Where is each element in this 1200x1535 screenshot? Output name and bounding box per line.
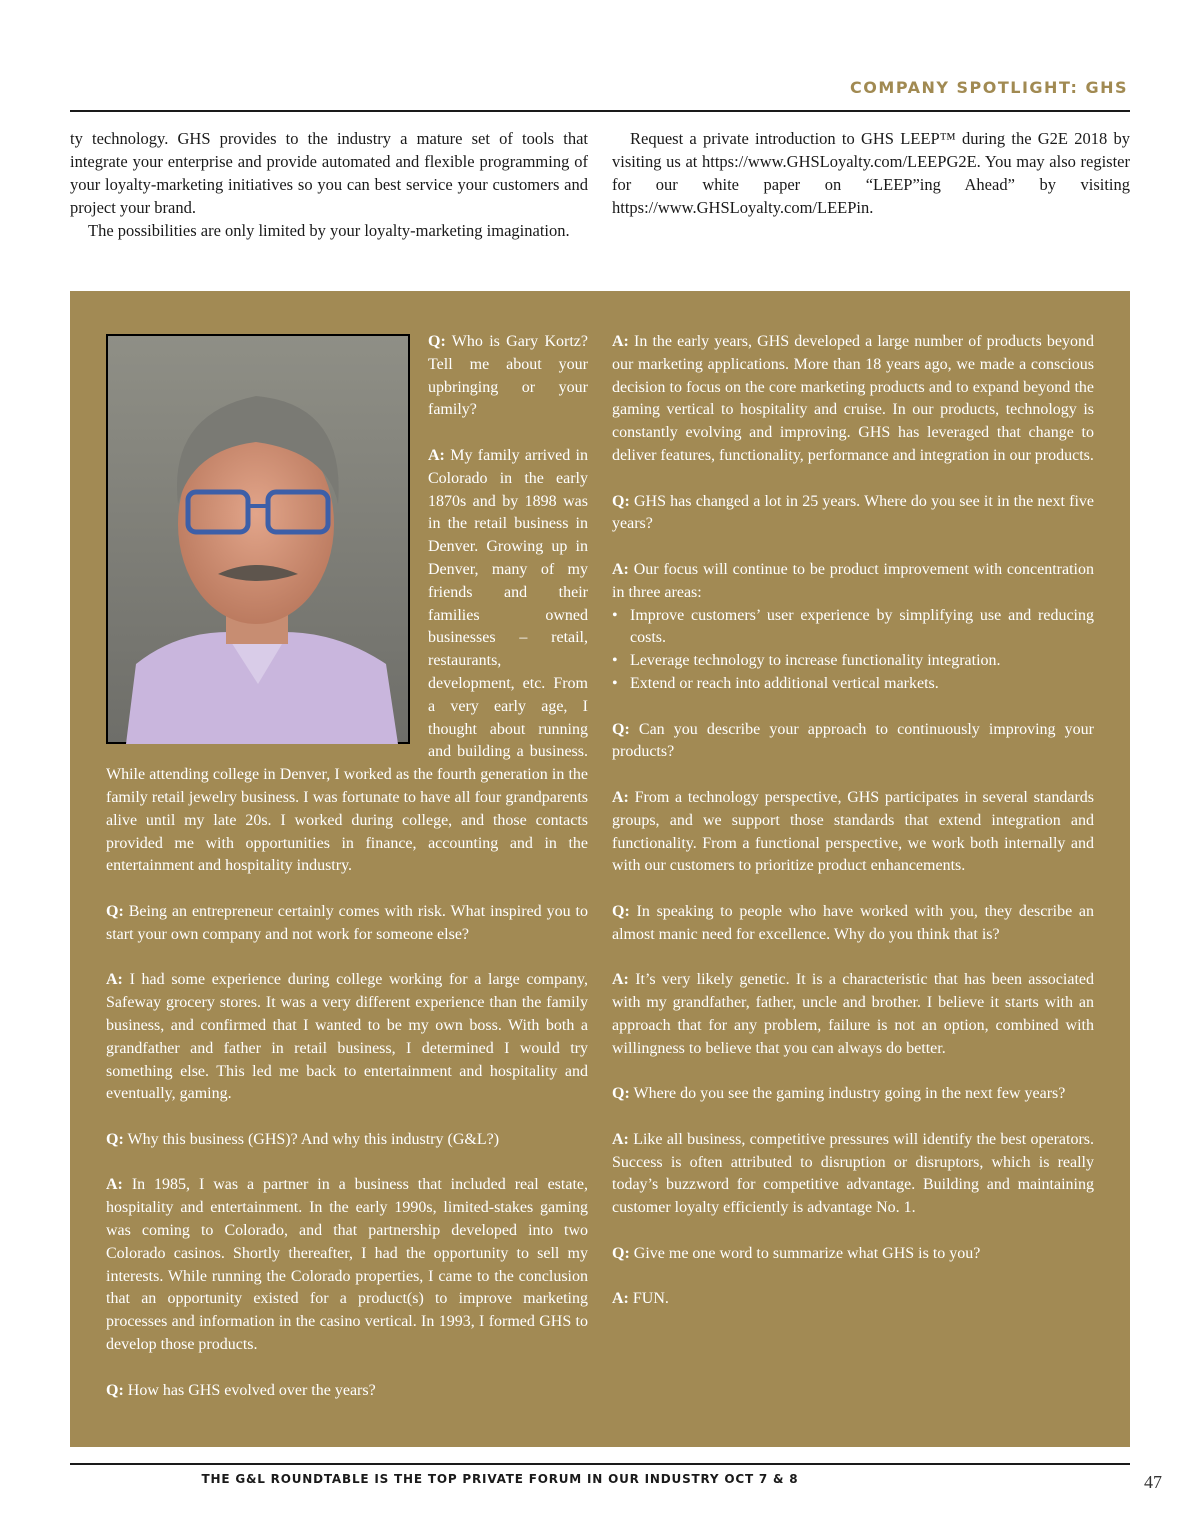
intro-paragraph: ty technology. GHS provides to the industry a mature set of tools that integrate your enterprise and provide automated and flexible programming of your loyalty-marketing initiatives so you can best service your customers and project your brand.: [70, 129, 588, 217]
qa-label: Q:: [612, 492, 630, 510]
qa-text: From a technology perspective, GHS participates in several standards groups, and we support those standards that extend integration and functionality. From a functional perspective, we work both internally and with our customers to prioritize product enhancements.: [612, 788, 1094, 875]
qa-text: I had some experience during college working for a large company, Safeway grocery stores. It was a very different experience than the family business, and confirmed that I wanted to be my own boss. With both a grandfather and father in retail business, I determined I would try something else. This led me back to entertainment and hospitality and eventually, gaming.: [106, 971, 589, 1103]
qa-label: Q:: [428, 333, 446, 350]
qa-label: A:: [612, 560, 629, 578]
qa-text: Why this business (GHS)? And why this industry (G&L?): [127, 1130, 500, 1148]
qa-item: [106, 969, 588, 1106]
qa-text: GHS has changed a lot in 25 years. Where do you see it in the next five years?: [612, 492, 1095, 533]
focus-area-item: • Leverage technology to increase functionality integration.: [612, 650, 1094, 673]
qa-text: Give me one word to summarize what GHS is to you?: [633, 1244, 981, 1262]
qa-label: A:: [612, 1130, 629, 1148]
qa-label: A:: [612, 971, 629, 989]
qa-item: [612, 1129, 1094, 1220]
qa-item: [612, 559, 1094, 605]
qa-text: Who is Gary Kortz? Tell me about your upbringing or your family?: [428, 333, 588, 419]
focus-areas-list: [612, 605, 1094, 696]
qa-item: [612, 331, 1094, 468]
qa-text: In the early years, GHS developed a large number of products beyond our marketing applications. More than 18 years ago, we made a conscious decision to focus on the core marketing products and to expand beyond the gaming vertical to hospitality and cruise. In our products, technology is constantly evolving and improving. GHS has leveraged that change to deliver features, functionality, performance and integration in our products.: [612, 333, 1095, 464]
qa-item: [612, 1083, 1094, 1106]
qa-label: A:: [612, 1290, 629, 1308]
qa-text: How has GHS evolved over the years?: [127, 1381, 376, 1399]
qa-text: Being an entrepreneur certainly comes with risk. What inspired you to start your own company and not work for someone else?: [106, 902, 589, 943]
qa-label: Q:: [106, 1381, 124, 1399]
intro-paragraph: The possibilities are only limited by your loyalty-marketing imagination.: [88, 221, 570, 240]
interview-column-right: [612, 331, 1094, 1334]
qa-item: [106, 1380, 588, 1403]
footer-tagline: THE G&L ROUNDTABLE IS THE TOP PRIVATE FORUM IN OUR INDUSTRY OCT 7 & 8: [201, 1472, 799, 1486]
qa-label: A:: [428, 446, 445, 464]
intro-column-left: [70, 127, 588, 242]
qa-item: [612, 787, 1094, 878]
qa-text: It’s very likely genetic. It is a characteristic that has been associated with my grandfather, father, uncle and brother. I believe it starts with an approach that for any problem, failure is not an option, combined with willingness to believe that you can always do better.: [612, 971, 1094, 1057]
intro-paragraph: Request a private introduction to GHS LEEP™ during the G2E 2018 by visiting us at https://www.GHSLoyalty.com/LEEPG2E. You may also register for our white paper on “LEEP”ing Ahead” by visiting https://www.GHSLoyalty.com/LEEPin.: [612, 129, 1130, 217]
qa-text: Our focus will continue to be product improvement with concentration in three areas:: [612, 560, 1095, 601]
qa-text: In 1985, I was a partner in a business that included real estate, hospitality and entertainment. In the early 1990s, limited-stakes gaming was coming to Colorado, and that partnership developed into two Colorado casinos. Shortly thereafter, I had the opportunity to sell my interests. While running the Colorado properties, I came to the conclusion that an opportunity existed for a product(s) to improve marketing processes and information in the casino vertical. In 1993, I formed GHS to develop those products.: [106, 1176, 589, 1354]
qa-text: In speaking to people who have worked with you, they describe an almost manic need for excellence. Why do you think that is?: [612, 902, 1095, 943]
qa-label: A:: [106, 1176, 123, 1194]
qa-item: [106, 1129, 588, 1152]
header-rule: [70, 110, 1130, 112]
qa-item: [612, 1288, 1094, 1311]
qa-item: [612, 719, 1094, 765]
section-label: COMPANY SPOTLIGHT: GHS: [850, 78, 1128, 97]
qa-item: [612, 491, 1094, 537]
qa-label: Q:: [106, 1130, 124, 1148]
qa-label: Q:: [612, 1085, 630, 1103]
qa-text: FUN.: [632, 1290, 669, 1308]
qa-text: My family arrived in Colorado in the early 1870s and by 1898 was in the retail business in Denver. Growing up in Denver, many of my friends and their families owned businesses – retail, restaurants, development, etc. From a very early age, I thought about running and building a business. While attending college in Denver, I worked as the fourth generation in the family retail jewelry business. I was fortunate to have all four grandparents alive until my late 20s. I worked during college, and those contacts provided me with opportunities in finance, accounting and in the entertainment and hospitality industry.: [106, 446, 588, 875]
portrait-photo: [106, 334, 410, 746]
qa-item: [612, 1243, 1094, 1266]
qa-label: A:: [612, 788, 629, 806]
intro-column-right: [612, 127, 1130, 219]
focus-area-item: • Improve customers’ user experience by simplifying use and reducing costs.: [612, 605, 1094, 651]
focus-area-item: • Extend or reach into additional vertical markets.: [612, 673, 1094, 696]
qa-label: Q:: [612, 720, 630, 738]
qa-item: [612, 969, 1094, 1060]
qa-label: A:: [106, 971, 123, 989]
qa-label: Q:: [612, 902, 630, 920]
interview-column-left: [106, 331, 588, 1425]
qa-text: Like all business, competitive pressures will identify the best operators. Success is often attributed to disruption or disruptors, which is really today’s buzzword for competitive advantage. Building and maintaining customer loyalty efficiently is advantage No. 1.: [612, 1130, 1095, 1217]
portrait-image: [106, 334, 410, 744]
qa-text: Can you describe your approach to continuously improving your products?: [612, 720, 1095, 761]
qa-label: Q:: [612, 1244, 630, 1262]
qa-item: [106, 1174, 588, 1356]
qa-label: Q:: [106, 902, 124, 920]
qa-text: Where do you see the gaming industry going in the next few years?: [633, 1085, 1066, 1103]
page-number: 47: [1144, 1472, 1162, 1492]
qa-item: [612, 901, 1094, 947]
qa-item: [106, 901, 588, 947]
qa-label: A:: [612, 333, 629, 350]
footer-rule: [70, 1463, 1130, 1465]
